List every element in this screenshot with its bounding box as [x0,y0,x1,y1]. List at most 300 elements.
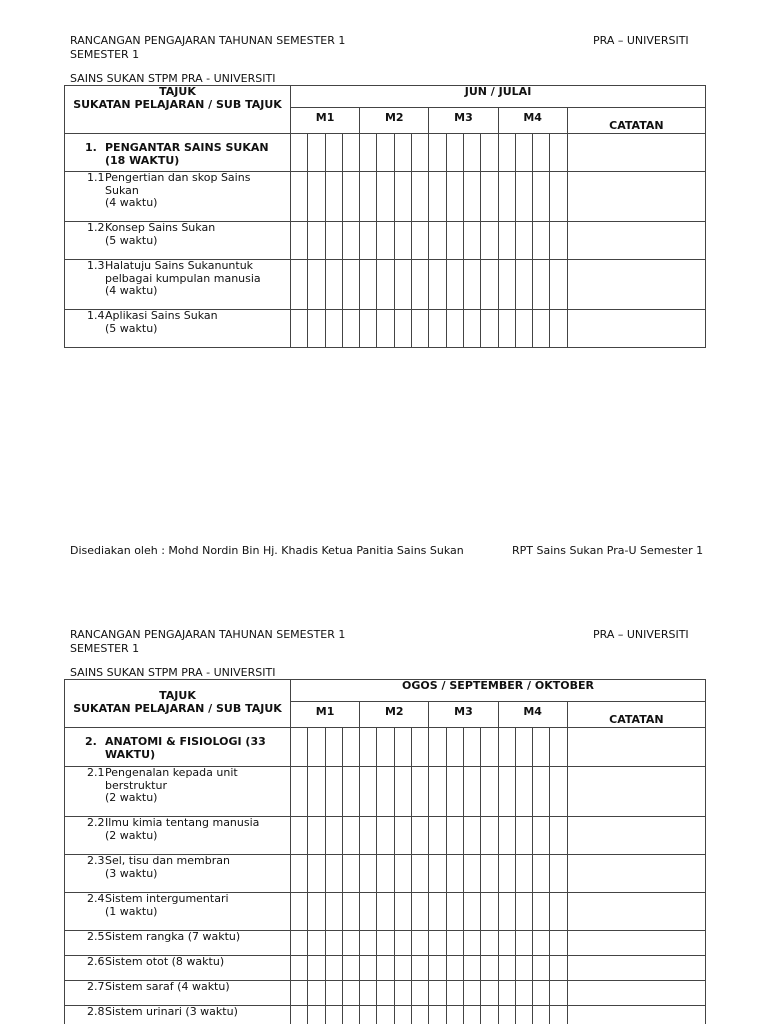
schedule-cell[interactable] [342,855,359,893]
schedule-cell[interactable] [446,222,463,260]
schedule-cell[interactable] [377,222,394,260]
schedule-cell[interactable] [360,855,377,893]
topic-text: Sistem urinari (3 waktu) [105,1005,238,1018]
schedule-cell[interactable] [325,260,342,310]
schedule-cell[interactable] [412,981,429,1006]
schedule-cell[interactable] [446,310,463,348]
topic-number: 2.3 [87,854,105,867]
schedule-cell[interactable] [446,1006,463,1024]
schedule-cell[interactable] [446,728,463,767]
topic-text: (4 waktu) [105,284,158,297]
schedule-cell[interactable] [515,310,532,348]
schedule-cell[interactable] [429,1006,446,1024]
schedule-cell[interactable] [377,817,394,855]
schedule-cell[interactable] [550,222,567,260]
schedule-cell[interactable] [412,855,429,893]
page1-semester: SEMESTER 1 [70,48,140,61]
schedule-cell[interactable] [463,931,480,956]
schedule-cell[interactable] [463,260,480,310]
schedule-cell[interactable] [291,981,308,1006]
topic-text: (5 waktu) [105,321,158,335]
topic-cell [65,172,291,222]
topic-cell [65,893,291,931]
schedule-cell[interactable] [325,222,342,260]
schedule-cell[interactable] [308,767,325,817]
schedule-cell[interactable] [498,260,515,310]
schedule-cell[interactable] [429,134,446,172]
topic-header-line2: SUKATAN PELAJARAN / SUB TAJUK [73,97,282,111]
schedule-cell[interactable] [291,222,308,260]
schedule-cell[interactable] [360,260,377,310]
schedule-cell[interactable] [463,222,480,260]
schedule-cell[interactable] [533,981,550,1006]
schedule-cell[interactable] [308,956,325,981]
schedule-cell[interactable] [360,817,377,855]
schedule-cell[interactable] [412,893,429,931]
week-header-4: M4 [498,702,567,728]
footer-doc-title: RPT Sains Sukan Pra-U Semester 1 [512,544,704,557]
topic-text: WAKTU) [105,747,156,761]
schedule-cell[interactable] [446,767,463,817]
schedule-cell[interactable] [550,855,567,893]
footer-prepared-by: Disediakan oleh : Mohd Nordin Bin Hj. Khadis Ketua Panitia Sains Sukan [70,544,464,557]
months-header: JUN / JULAI [291,86,706,108]
schedule-cell[interactable] [412,817,429,855]
schedule-cell[interactable] [412,222,429,260]
schedule-cell[interactable] [412,172,429,222]
schedule-cell[interactable] [533,956,550,981]
schedule-cell[interactable] [550,134,567,172]
topic-cell [65,956,291,981]
topic-text: pelbagai kumpulan manusia [105,271,261,285]
notes-header: CATATAN [567,108,705,134]
schedule-cell[interactable] [429,172,446,222]
schedule-cell[interactable] [481,817,498,855]
schedule-cell[interactable] [342,134,359,172]
schedule-cell[interactable] [360,981,377,1006]
schedule-cell[interactable] [377,893,394,931]
schedule-cell[interactable] [291,310,308,348]
topic-header-line1: TAJUK [159,85,196,98]
schedule-cell[interactable] [342,728,359,767]
notes-cell[interactable] [567,310,705,348]
schedule-cell[interactable] [325,893,342,931]
notes-cell[interactable] [567,893,705,931]
schedule-cell[interactable] [429,310,446,348]
topic-text: Ilmu kimia tentang manusia [105,816,260,829]
topic-text: berstruktur [105,778,167,792]
topic-number: 1. [85,141,97,154]
week-header-3: M3 [429,702,498,728]
schedule-cell[interactable] [377,172,394,222]
schedule-cell[interactable] [550,817,567,855]
schedule-cell[interactable] [533,893,550,931]
schedule-cell[interactable] [463,817,480,855]
schedule-cell[interactable] [377,260,394,310]
schedule-cell[interactable] [550,310,567,348]
topic-cell [65,310,291,348]
schedule-cell[interactable] [342,931,359,956]
schedule-cell[interactable] [498,931,515,956]
topic-text: (18 WAKTU) [105,153,180,167]
schedule-cell[interactable] [515,956,532,981]
schedule-cell[interactable] [446,260,463,310]
schedule-cell[interactable] [308,222,325,260]
table-row [65,767,706,817]
schedule-cell[interactable] [394,1006,411,1024]
schedule-cell[interactable] [308,855,325,893]
topic-number: 2.2 [87,816,105,829]
schedule-cell[interactable] [360,728,377,767]
schedule-cell[interactable] [360,1006,377,1024]
schedule-cell[interactable] [481,767,498,817]
topic-cell [65,134,291,172]
schedule-cell[interactable] [481,728,498,767]
schedule-cell[interactable] [446,817,463,855]
schedule-cell[interactable] [394,767,411,817]
schedule-cell[interactable] [412,260,429,310]
schedule-cell[interactable] [463,172,480,222]
schedule-cell[interactable] [342,981,359,1006]
schedule-cell[interactable] [360,310,377,348]
schedule-cell[interactable] [394,855,411,893]
schedule-cell[interactable] [550,767,567,817]
schedule-cell[interactable] [377,981,394,1006]
schedule-cell[interactable] [481,134,498,172]
week-header-3: M3 [429,108,498,134]
schedule-cell[interactable] [463,728,480,767]
schedule-cell[interactable] [533,855,550,893]
schedule-cell[interactable] [342,893,359,931]
page2-semester: SEMESTER 1 [70,642,140,655]
week-header-4: M4 [498,108,567,134]
schedule-cell[interactable] [377,310,394,348]
schedule-cell[interactable] [429,931,446,956]
schedule-cell[interactable] [394,172,411,222]
schedule-cell[interactable] [498,222,515,260]
notes-cell[interactable] [567,222,705,260]
schedule-cell[interactable] [463,981,480,1006]
schedule-cell[interactable] [377,134,394,172]
schedule-cell[interactable] [550,172,567,222]
page2-plan-table [64,679,706,1024]
schedule-cell[interactable] [515,981,532,1006]
schedule-cell[interactable] [308,172,325,222]
notes-header: CATATAN [567,702,705,728]
schedule-cell[interactable] [308,260,325,310]
schedule-cell[interactable] [360,767,377,817]
schedule-cell[interactable] [394,134,411,172]
schedule-cell[interactable] [291,134,308,172]
schedule-cell[interactable] [360,956,377,981]
schedule-cell[interactable] [481,260,498,310]
schedule-cell[interactable] [446,931,463,956]
notes-cell[interactable] [567,956,705,981]
topic-number: 2.5 [87,930,105,943]
notes-cell[interactable] [567,855,705,893]
schedule-cell[interactable] [498,728,515,767]
notes-cell[interactable] [567,728,705,767]
page2-subject: SAINS SUKAN STPM PRA - UNIVERSITI [70,666,276,679]
schedule-cell[interactable] [515,134,532,172]
notes-cell[interactable] [567,767,705,817]
schedule-cell[interactable] [533,222,550,260]
schedule-cell[interactable] [429,767,446,817]
schedule-cell[interactable] [342,1006,359,1024]
topic-cell [65,728,291,767]
schedule-cell[interactable] [394,260,411,310]
schedule-cell[interactable] [498,956,515,981]
schedule-cell[interactable] [325,172,342,222]
schedule-cell[interactable] [533,260,550,310]
schedule-cell[interactable] [360,134,377,172]
schedule-cell[interactable] [394,981,411,1006]
schedule-cell[interactable] [481,981,498,1006]
schedule-cell[interactable] [463,893,480,931]
schedule-cell[interactable] [481,956,498,981]
topic-text: Sistem intergumentari [105,892,229,905]
schedule-cell[interactable] [429,222,446,260]
notes-cell[interactable] [567,931,705,956]
page2-header-left: RANCANGAN PENGAJARAN TAHUNAN SEMESTER 1 [70,628,346,641]
schedule-cell[interactable] [412,931,429,956]
schedule-cell[interactable] [446,134,463,172]
schedule-cell[interactable] [360,172,377,222]
schedule-cell[interactable] [498,855,515,893]
schedule-cell[interactable] [394,931,411,956]
week-header-1: M1 [291,108,360,134]
schedule-cell[interactable] [463,1006,480,1024]
topic-text: (4 waktu) [105,196,158,209]
schedule-cell[interactable] [308,981,325,1006]
schedule-cell[interactable] [429,817,446,855]
schedule-cell[interactable] [463,767,480,817]
header-row-months [65,680,706,702]
topic-cell [65,260,291,310]
schedule-cell[interactable] [291,956,308,981]
schedule-cell[interactable] [550,1006,567,1024]
schedule-cell[interactable] [394,817,411,855]
schedule-cell[interactable] [429,855,446,893]
schedule-cell[interactable] [533,728,550,767]
schedule-cell[interactable] [360,893,377,931]
schedule-cell[interactable] [550,260,567,310]
schedule-cell[interactable] [429,956,446,981]
schedule-cell[interactable] [533,931,550,956]
schedule-cell[interactable] [377,767,394,817]
topic-number: 1.4 [87,309,105,322]
schedule-cell[interactable] [515,728,532,767]
schedule-cell[interactable] [446,893,463,931]
schedule-cell[interactable] [377,956,394,981]
schedule-cell[interactable] [291,893,308,931]
schedule-cell[interactable] [291,931,308,956]
schedule-cell[interactable] [360,222,377,260]
schedule-cell[interactable] [515,172,532,222]
notes-cell[interactable] [567,981,705,1006]
schedule-cell[interactable] [463,310,480,348]
schedule-cell[interactable] [498,134,515,172]
schedule-cell[interactable] [325,767,342,817]
topic-cell [65,767,291,817]
topic-text: PENGANTAR SAINS SUKAN [105,141,269,154]
schedule-cell[interactable] [533,310,550,348]
schedule-cell[interactable] [394,310,411,348]
schedule-cell[interactable] [342,817,359,855]
schedule-cell[interactable] [342,260,359,310]
schedule-cell[interactable] [377,931,394,956]
schedule-cell[interactable] [550,931,567,956]
table-row [65,855,706,893]
schedule-cell[interactable] [325,134,342,172]
schedule-cell[interactable] [550,981,567,1006]
schedule-cell[interactable] [498,172,515,222]
table-row [65,956,706,981]
topic-number: 2. [85,735,97,748]
schedule-cell[interactable] [533,817,550,855]
schedule-cell[interactable] [412,310,429,348]
schedule-cell[interactable] [308,893,325,931]
topic-text: (2 waktu) [105,828,158,842]
schedule-cell[interactable] [481,1006,498,1024]
notes-cell[interactable] [567,817,705,855]
notes-cell[interactable] [567,1006,705,1024]
schedule-cell[interactable] [550,728,567,767]
topic-header-line1: TAJUK [159,689,196,702]
schedule-cell[interactable] [342,172,359,222]
schedule-cell[interactable] [515,893,532,931]
schedule-cell[interactable] [429,893,446,931]
schedule-cell[interactable] [394,893,411,931]
schedule-cell[interactable] [515,1006,532,1024]
schedule-cell[interactable] [291,767,308,817]
schedule-cell[interactable] [412,728,429,767]
schedule-cell[interactable] [498,817,515,855]
schedule-cell[interactable] [463,855,480,893]
schedule-cell[interactable] [325,931,342,956]
topic-text: Pengertian dan skop Sains [105,171,251,184]
schedule-cell[interactable] [308,1006,325,1024]
schedule-cell[interactable] [498,1006,515,1024]
schedule-cell[interactable] [533,767,550,817]
schedule-cell[interactable] [446,981,463,1006]
schedule-cell[interactable] [550,956,567,981]
topic-text: (5 waktu) [105,233,158,247]
schedule-cell[interactable] [394,956,411,981]
topic-text: Sistem otot (8 waktu) [105,955,225,968]
schedule-cell[interactable] [481,855,498,893]
schedule-cell[interactable] [308,134,325,172]
schedule-cell[interactable] [429,728,446,767]
schedule-cell[interactable] [481,310,498,348]
schedule-cell[interactable] [412,767,429,817]
schedule-cell[interactable] [515,260,532,310]
table-row [65,310,706,348]
schedule-cell[interactable] [481,931,498,956]
notes-cell[interactable] [567,260,705,310]
schedule-cell[interactable] [377,855,394,893]
schedule-cell[interactable] [342,767,359,817]
schedule-cell[interactable] [550,893,567,931]
notes-cell[interactable] [567,172,705,222]
topic-cell [65,222,291,260]
topic-text: Sistem rangka (7 waktu) [105,930,241,943]
schedule-cell[interactable] [429,260,446,310]
schedule-cell[interactable] [463,134,480,172]
schedule-cell[interactable] [429,981,446,1006]
schedule-cell[interactable] [325,1006,342,1024]
topic-number: 1.2 [87,221,105,234]
schedule-cell[interactable] [291,817,308,855]
schedule-cell[interactable] [291,1006,308,1024]
schedule-cell[interactable] [412,134,429,172]
schedule-cell[interactable] [291,855,308,893]
schedule-cell[interactable] [377,1006,394,1024]
schedule-cell[interactable] [342,222,359,260]
schedule-cell[interactable] [515,767,532,817]
topic-text: Konsep Sains Sukan [105,221,216,234]
schedule-cell[interactable] [515,817,532,855]
topic-cell [65,981,291,1006]
schedule-cell[interactable] [291,728,308,767]
schedule-cell[interactable] [533,172,550,222]
schedule-cell[interactable] [325,855,342,893]
schedule-cell[interactable] [463,956,480,981]
schedule-cell[interactable] [481,172,498,222]
schedule-cell[interactable] [308,728,325,767]
schedule-cell[interactable] [394,222,411,260]
week-header-2: M2 [360,702,429,728]
schedule-cell[interactable] [308,817,325,855]
schedule-cell[interactable] [515,222,532,260]
schedule-cell[interactable] [412,956,429,981]
schedule-cell[interactable] [360,931,377,956]
schedule-cell[interactable] [325,981,342,1006]
topic-number: 1.3 [87,259,105,272]
schedule-cell[interactable] [394,728,411,767]
page1-header-right: PRA – UNIVERSITI [593,34,689,47]
schedule-cell[interactable] [308,310,325,348]
schedule-cell[interactable] [533,1006,550,1024]
schedule-cell[interactable] [498,310,515,348]
schedule-cell[interactable] [498,893,515,931]
schedule-cell[interactable] [446,855,463,893]
schedule-cell[interactable] [481,222,498,260]
schedule-cell[interactable] [515,855,532,893]
schedule-cell[interactable] [325,310,342,348]
schedule-cell[interactable] [377,728,394,767]
schedule-cell[interactable] [291,172,308,222]
schedule-cell[interactable] [515,931,532,956]
table-row [65,1006,706,1024]
schedule-cell[interactable] [498,981,515,1006]
schedule-cell[interactable] [325,728,342,767]
table-row [65,222,706,260]
schedule-cell[interactable] [325,956,342,981]
schedule-cell[interactable] [325,817,342,855]
schedule-cell[interactable] [446,956,463,981]
schedule-cell[interactable] [446,172,463,222]
schedule-cell[interactable] [533,134,550,172]
schedule-cell[interactable] [342,956,359,981]
schedule-cell[interactable] [481,893,498,931]
schedule-cell[interactable] [342,310,359,348]
schedule-cell[interactable] [412,1006,429,1024]
schedule-cell[interactable] [308,931,325,956]
schedule-cell[interactable] [291,260,308,310]
notes-cell[interactable] [567,134,705,172]
schedule-cell[interactable] [498,767,515,817]
